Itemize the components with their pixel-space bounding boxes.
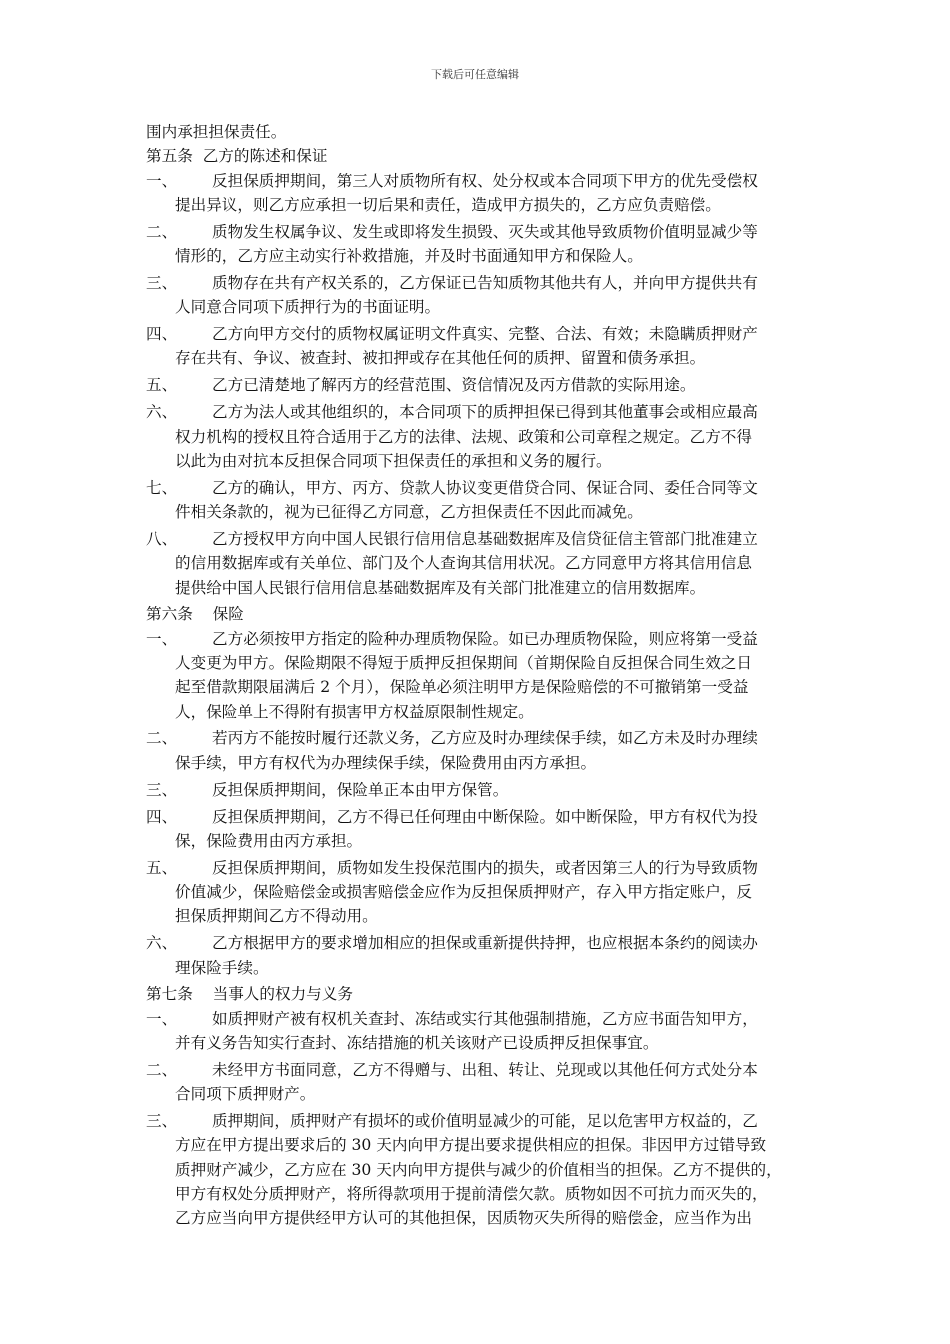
- clause-item: [146, 271, 812, 320]
- clause-text-line: 反担保质押期间，质物如发生投保范围内的损失，或者因第三人的行为导致质物: [212, 858, 758, 877]
- clause-number: 六、: [146, 403, 178, 422]
- clause-number: 三、: [146, 780, 178, 799]
- clause-text-line: 权力机构的授权且符合适用于乙方的法律、法规、政策和公司章程之规定。乙方不得: [175, 427, 752, 446]
- clause-text-line: 乙方为法人或其他组织的，本合同项下的质押担保已得到其他董事会或相应最高: [212, 403, 758, 422]
- clause-number: 二、: [146, 222, 178, 241]
- clause-text-line: 甲方有权处分质押财产，将所得款项用于提前清偿欠款。质物如因不可抗力而灭失的，: [175, 1184, 768, 1203]
- clause-number: 一、: [146, 1009, 178, 1028]
- section-heading: 第六条 保险: [146, 605, 244, 624]
- clause-number: 四、: [146, 325, 178, 344]
- clause-text-line: 质押期间，质押财产有损坏的或价值明显减少的可能，足以危害甲方权益的，乙: [212, 1112, 758, 1131]
- clause-number: 四、: [146, 807, 178, 826]
- clause-text-line: 乙方的确认，甲方、丙方、贷款人协议变更借贷合同、保证合同、委任合同等文: [212, 478, 758, 497]
- clause-text-line: 起至借款期限届满后 2 个月），保险单必须注明甲方是保险赔偿的不可撤销第一受益: [175, 678, 749, 697]
- page-header: 下载后可任意编辑: [431, 68, 519, 81]
- clause-text-line: 人变更为甲方。保险期限不得短于质押反担保期间（首期保险自反担保合同生效之日: [175, 653, 752, 672]
- clause-text-line: 未经甲方书面同意，乙方不得赠与、出租、转让、兑现或以其他任何方式处分本: [212, 1060, 758, 1079]
- clause-text-line: 反担保质押期间，乙方不得已任何理由中断保险。如中断保险，甲方有权代为投: [212, 807, 758, 826]
- clause-text-line: 价值减少，保险赔偿金或损害赔偿金应作为反担保质押财产，存入甲方指定账户，反: [175, 883, 752, 902]
- clause-number: 六、: [146, 934, 178, 953]
- clause-text-line: 乙方根据甲方的要求增加相应的担保或重新提供持押，也应根据本条约的阅读办: [212, 934, 758, 953]
- clause-text-line: 情形的，乙方应主动实行补救措施，并及时书面通知甲方和保险人。: [175, 247, 643, 266]
- clause-number: 一、: [146, 171, 178, 190]
- clause-text-line: 保，保险费用由丙方承担。: [175, 831, 363, 850]
- clause-item: [146, 805, 812, 854]
- clause-text-line: 乙方应当向甲方提供经甲方认可的其他担保，因质物灭失所得的赔偿金，应当作为出: [175, 1209, 752, 1228]
- clause-text-line: 乙方向甲方交付的质物权属证明文件真实、完整、合法、有效；未隐瞒质押财产: [212, 325, 758, 344]
- clause-text-line: 质押财产减少，乙方应在 30 天内向甲方提供与减少的价值相当的担保。乙方不提供的，: [175, 1160, 782, 1179]
- clause-number: 三、: [146, 1112, 178, 1131]
- clause-text-line: 乙方已清楚地了解丙方的经营范围、资信情况及丙方借款的实际用途。: [212, 376, 696, 395]
- paragraph-line: 围内承担担保责任。: [146, 123, 287, 141]
- clause-text-line: 担保质押期间乙方不得动用。: [175, 907, 378, 926]
- clause-number: 三、: [146, 273, 178, 292]
- clause-text-line: 如质押财产被有权机关查封、冻结或实行其他强制措施，乙方应书面告知甲方，: [212, 1009, 758, 1028]
- document-body: [146, 120, 812, 1233]
- clause-number: 二、: [146, 1060, 178, 1079]
- clause-item: [146, 1109, 812, 1230]
- clause-item: [146, 220, 812, 269]
- clause-item: [146, 856, 812, 929]
- clause-item: [146, 527, 812, 600]
- clause-text-line: 乙方必须按甲方指定的险种办理质物保险。如已办理质物保险，则应将第一受益: [212, 629, 758, 648]
- clause-text-line: 反担保质押期间，保险单正本由甲方保管。: [212, 780, 509, 799]
- clause-text-line: 人，保险单上不得附有损害甲方权益原限制性规定。: [175, 702, 534, 721]
- clause-text-line: 件相关条款的，视为已征得乙方同意，乙方担保责任不因此而减免。: [175, 503, 643, 522]
- section-heading: 第七条 当事人的权力与义务: [146, 985, 353, 1004]
- clause-number: 五、: [146, 376, 178, 395]
- clause-text-line: 提出异议，则乙方应承担一切后果和责任，造成甲方损失的，乙方应负责赔偿。: [175, 195, 721, 214]
- section-heading: 第五条 乙方的陈述和保证: [146, 147, 328, 166]
- clause-number: 七、: [146, 478, 178, 497]
- clause-number: 八、: [146, 529, 178, 548]
- clause-item: [146, 931, 812, 980]
- clause-text-line: 以此为由对抗本反担保合同项下担保责任的承担和义务的履行。: [175, 451, 612, 470]
- clause-text-line: 存在共有、争议、被查封、被扣押或存在其他任何的质押、留置和债务承担。: [175, 349, 706, 368]
- clause-item: [146, 1007, 812, 1056]
- clause-text-line: 若丙方不能按时履行还款义务，乙方应及时办理续保手续，如乙方未及时办理续: [212, 729, 758, 748]
- clause-item: [146, 322, 812, 371]
- clause-item: [146, 373, 812, 397]
- clause-item: [146, 778, 812, 802]
- clause-text-line: 方应在甲方提出要求后的 30 天内向甲方提出要求提供相应的担保。非因甲方过错导致: [175, 1136, 767, 1155]
- clause-number: 二、: [146, 729, 178, 748]
- clause-text-line: 保手续，甲方有权代为办理续保手续，保险费用由丙方承担。: [175, 753, 597, 772]
- clause-item: [146, 1058, 812, 1107]
- clause-item: [146, 627, 812, 724]
- clause-text-line: 理保险手续。: [175, 958, 269, 977]
- clause-text-line: 质物发生权属争议、发生或即将发生损毁、灭失或其他导致质物价值明显减少等: [212, 222, 758, 241]
- clause-item: [146, 726, 812, 775]
- clause-item: [146, 169, 812, 218]
- clause-text-line: 并有义务告知实行查封、冻结措施的机关该财产已设质押反担保事宜。: [175, 1034, 659, 1052]
- clause-text-line: 人同意合同项下质押行为的书面证明。: [175, 298, 441, 317]
- clause-number: 五、: [146, 858, 178, 877]
- clause-text-line: 的信用数据库或有关单位、部门及个人查询其信用状况。乙方同意甲方将其信用信息: [175, 554, 752, 573]
- clause-text-line: 合同项下质押财产。: [175, 1085, 316, 1104]
- clause-text-line: 乙方授权甲方向中国人民银行信用信息基础数据库及信贷征信主管部门批准建立: [212, 529, 758, 548]
- clause-item: [146, 476, 812, 525]
- clause-number: 一、: [146, 629, 178, 648]
- clause-text-line: 提供给中国人民银行信用信息基础数据库及有关部门批准建立的信用数据库。: [175, 578, 706, 597]
- clause-text-line: 质物存在共有产权关系的，乙方保证已告知质物其他共有人，并向甲方提供共有: [212, 273, 758, 292]
- clause-text-line: 反担保质押期间，第三人对质物所有权、处分权或本合同项下甲方的优先受偿权: [212, 171, 758, 190]
- clause-item: [146, 400, 812, 473]
